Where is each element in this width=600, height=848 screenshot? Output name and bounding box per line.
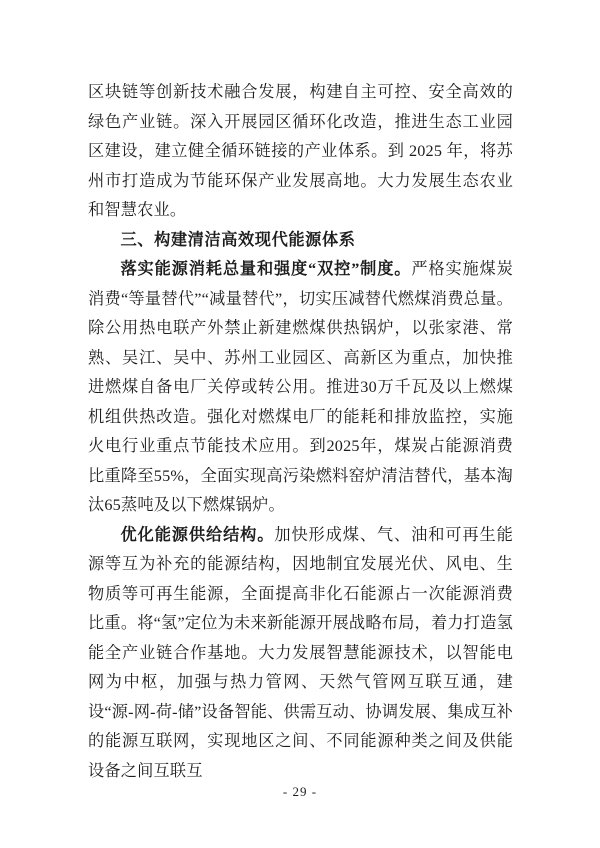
section-heading-energy-system: 三、构建清洁高效现代能源体系: [120, 230, 356, 249]
document-body: [88, 78, 513, 786]
paragraph-lead-bold: 落实能源消耗总量和强度“双控”制度。: [120, 260, 412, 278]
paragraph-lead-bold: 优化能源供给结构。: [120, 525, 275, 544]
paragraph-dual-control: [88, 255, 513, 521]
page-number: - 29 -: [282, 784, 318, 799]
paragraph-text: 区块链等创新技术融合发展，构建自主可控、安全高效的绿色产业链。深入开展园区循环化改造，推进生态工业园区建设，建立健全循环链接的产业体系。到 2025 年，将苏州市打造成为节能环保产业发展高地。大力发展生态农业和智慧农业。: [88, 83, 513, 219]
paragraph-energy-supply-structure: [88, 521, 513, 787]
paragraph-text: 加快形成煤、气、油和可再生能源等互为补充的能源结构，因地制宜发展光伏、风电、生物质等可再生能源，全面提高非化石能源占一次能源消费比重。将“氢”定位为未来新能源开展战略布局，着力打造氢能全产业链合作基地。大力发展智慧能源技术，以智能电网为中枢，加强与热力管网、天然气管网互联互通，建设“源-网-荷-储”设备智能、供需互动、协调发展、集成互补的能源互联网，实现地区之间、不同能源种类之间及供能设备之间互联互: [88, 525, 513, 780]
paragraph-green-industry-continuation: [88, 78, 513, 226]
paragraph-text: 严格实施煤炭消费“等量替代”“减量替代”，切实压减替代燃煤消费总量。除公用热电联产外禁止新建燃煤供热锅炉，以张家港、常熟、吴江、吴中、苏州工业园区、高新区为重点，加快推进燃煤自备电厂关停或转公用。推进30万千瓦及以上燃煤机组供热改造。强化对燃煤电厂的能耗和排放监控，实施火电行业重点节能技术应用。到2025年，煤炭占能源消费比重降至55%，全面实现高污染燃料窑炉清洁替代，基本淘汰65蒸吨及以下燃煤锅炉。: [88, 260, 513, 514]
page-footer: [0, 783, 600, 801]
